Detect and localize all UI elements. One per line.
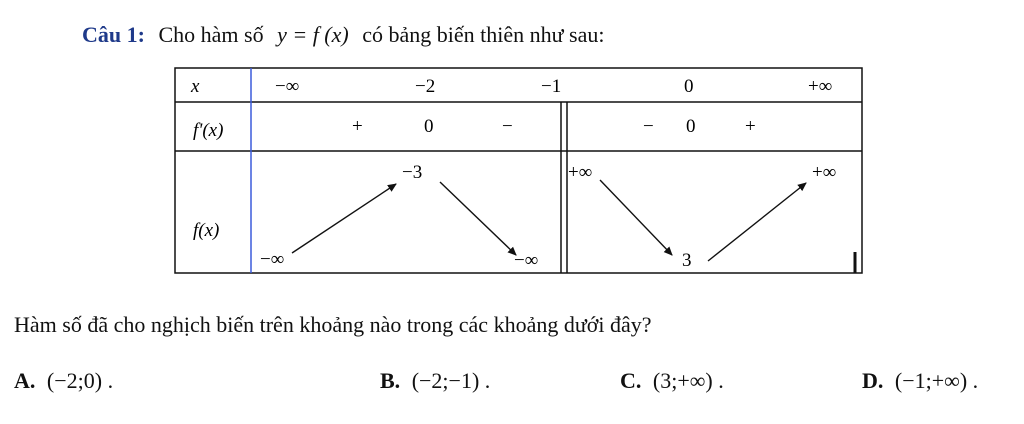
answer-a-value: (−2;0) .: [46, 368, 114, 393]
sign-zero-at-0: 0: [686, 116, 696, 137]
answer-d[interactable]: [862, 368, 978, 394]
answer-c-letter: C.: [620, 368, 642, 393]
answer-a[interactable]: [14, 368, 113, 394]
sign-plus-right: +: [745, 116, 756, 137]
answer-c[interactable]: [620, 368, 724, 394]
sign-plus-left: +: [352, 116, 363, 137]
answer-d-letter: D.: [862, 368, 884, 393]
arrow-increasing-right: [708, 183, 806, 261]
question-prompt: Hàm số đã cho nghịch biến trên khoảng nào trong các khoảng dưới đây?: [14, 312, 652, 337]
f-value-neg-infinity-left: −∞: [260, 249, 285, 270]
f-value-neg-infinity-asymptote: −∞: [514, 250, 539, 271]
sign-minus-before-asymptote: −: [502, 116, 513, 137]
arrow-decreasing-before-asymptote: [440, 182, 516, 255]
row-header-derivative: f'(x): [193, 120, 224, 141]
x-value-neg1: −1: [541, 76, 562, 97]
x-value-zero: 0: [684, 76, 694, 97]
answer-b-value: (−2;−1) .: [411, 368, 491, 393]
answer-a-letter: A.: [14, 368, 36, 393]
answer-c-value: (3;+∞) .: [652, 368, 724, 393]
question-intro-before: Cho hàm số: [158, 22, 264, 47]
row-header-x: x: [191, 76, 200, 97]
f-value-pos-infinity-asymptote: +∞: [568, 162, 593, 183]
table-grid: [175, 68, 862, 273]
arrow-decreasing-after-asymptote: [600, 180, 672, 255]
x-value-neg2: −2: [415, 76, 436, 97]
x-value-neg-infinity: −∞: [275, 76, 300, 97]
function-expression: y = f (x): [277, 22, 349, 47]
row-header-function: f(x): [193, 220, 220, 241]
answer-d-value: (−1;+∞) .: [894, 368, 979, 393]
f-value-pos-infinity-right: +∞: [812, 162, 837, 183]
x-value-pos-infinity: +∞: [808, 76, 833, 97]
arrow-increasing-left: [292, 184, 396, 253]
question-label: Câu 1:: [82, 22, 145, 47]
f-value-min-3: 3: [682, 250, 692, 271]
question-intro-after: có bảng biến thiên như sau:: [362, 22, 605, 47]
f-value-max-neg3: −3: [402, 162, 423, 183]
sign-minus-after-asymptote: −: [643, 116, 654, 137]
answer-b-letter: B.: [380, 368, 401, 393]
answer-b[interactable]: [380, 368, 490, 394]
sign-zero-at-neg2: 0: [424, 116, 434, 137]
